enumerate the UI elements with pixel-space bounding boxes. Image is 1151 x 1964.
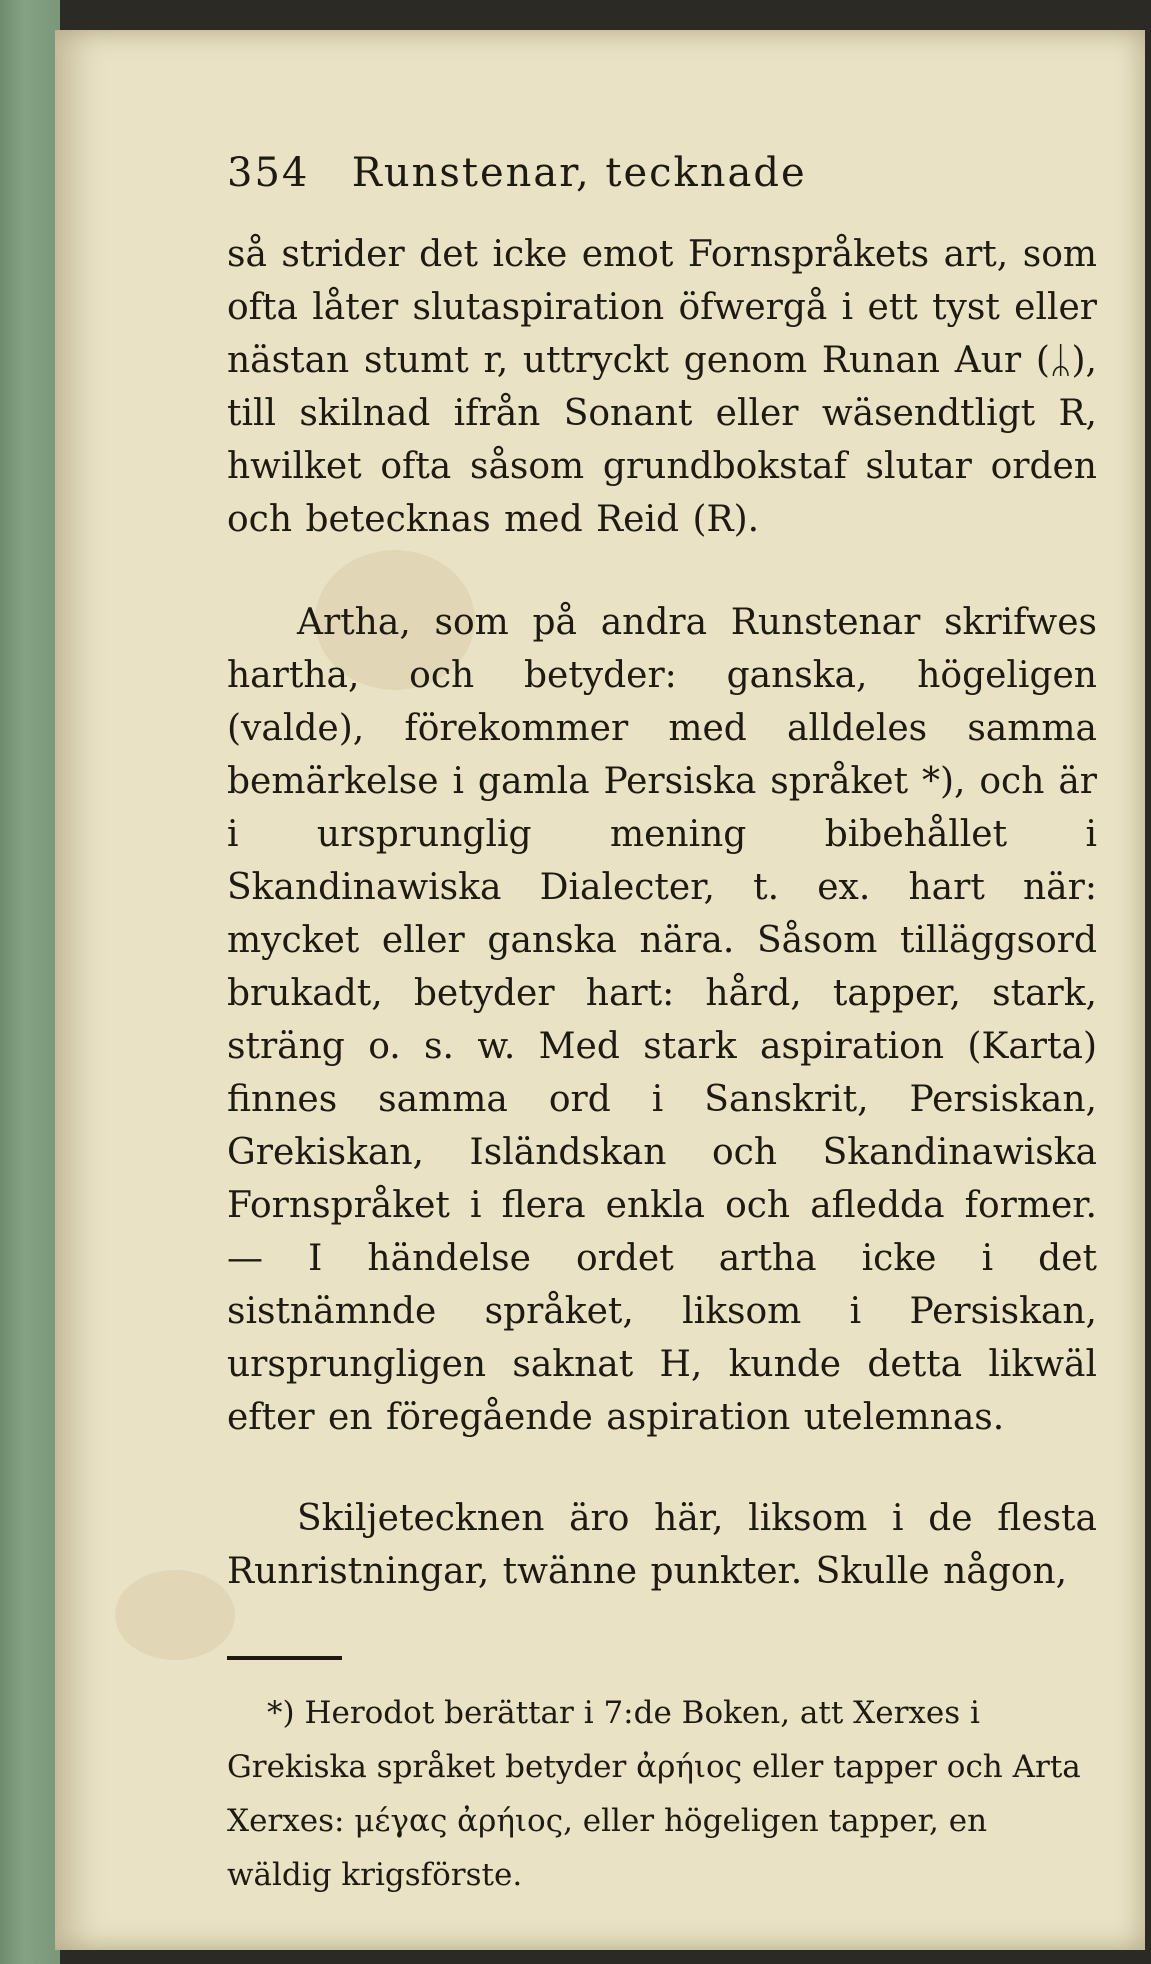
book-edge	[0, 0, 60, 1964]
footnote-divider	[227, 1656, 342, 1660]
running-head	[227, 150, 1097, 220]
paragraph: så strider det icke emot Fornspråkets art, som ofta låter slutaspiration öfwergå i ett tyst eller nästan stumt r, uttryckt genom Runan Aur (ᛦ), till skilnad ifrån Sonant eller wäsendtligt R, hwilket ofta såsom grundbokstaf slutar orden och betecknas med Reid (R).	[227, 234, 1097, 540]
page-content	[227, 150, 1097, 1933]
paragraph: Skiljetecknen äro här, liksom i de flesta Runristningar, twänne punkter. Skulle någon,	[227, 1498, 1097, 1592]
footnote: *) Herodot berättar i 7:de Boken, att Xerxes i Grekiska språket betyder ἀρήιος eller tapper och Arta Xerxes: μέγας ἀρήιος, eller högeligen tapper, en wäldig krigsförste.	[227, 1695, 1081, 1893]
running-title: Runstenar, tecknade	[351, 150, 807, 196]
page-number: 354	[227, 150, 310, 196]
paper-stain	[115, 1570, 235, 1660]
paragraph: Artha, som på andra Runstenar skrifwes hartha, och betyder: ganska, högeligen (valde), förekommer med alldeles samma bemärkelse i gamla Persiska språket *), och är i ursprunglig mening bibehållet i Skandinawiska Dialecter, t. ex. hart när: mycket eller ganska nära. Såsom tilläggsord brukadt, betyder hart: hård, tapper, stark, sträng o. s. w. Med stark aspiration (Karta) finnes samma ord i Sanskrit, Persiskan, Grekiskan, Isländskan och Skandinawiska Fornspråket i flera enkla och afledda former. — I händelse ordet artha icke i det sistnämnde språket, liksom i Persiskan, ursprungligen saknat H, kunde detta likwäl efter en föregående aspiration utelemnas.	[227, 602, 1097, 1438]
